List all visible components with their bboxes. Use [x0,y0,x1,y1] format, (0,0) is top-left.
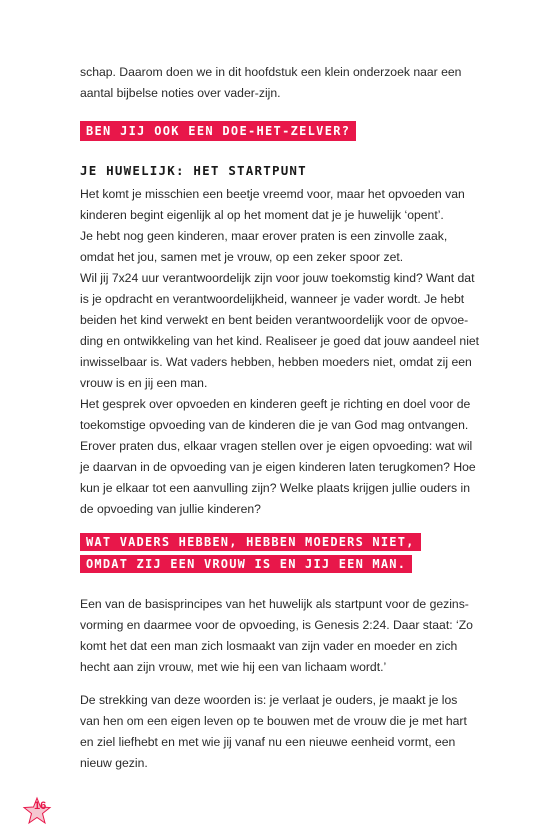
pull-quote-banner [80,531,428,575]
page-number: 16 [34,800,47,812]
intro-paragraph: schap. Daarom doen we in dit hoofdstuk een klein onderzoek naar een aantal bijbelse noties over vader-zijn. [80,65,462,100]
paragraph-3: Wil jij 7x24 uur verantwoordelijk zijn voor jouw toekomstig kind? Want dat is je opdracht en verantwoordelijkheid, wanneer je vader wordt. Je hebt beiden het kind verwekt en bent beiden verantwoordelijk voor de opvoe-ding en ontwikkeling van het kind. Realiseer je goed dat jouw aandeel niet inwisselbaar is. Wat vaders hebben, hebben moeders niet, omdat zij een vrouw is en jij een man. [80,271,480,390]
paragraph-1: Het komt je misschien een beetje vreemd voor, maar het opvoeden van kinderen begint eigenlijk al op het moment dat je je huwelijk ‘opent’. [80,187,465,222]
section-heading: JE HUWELIJK: HET STARTPUNT [80,163,307,178]
section-banner: BEN JIJ OOK EEN DOE-HET-ZELVER? [80,121,356,141]
paragraph-6: De strekking van deze woorden is: je verlaat je ouders, je maakt je los van hen om een eigen leven op te bouwen met de vrouw die je met hart en ziel liefhebt en met wie jij vanaf nu een nieuwe eenheid vormt, een nieuw gezin. [80,693,467,770]
paragraph-2: Je hebt nog geen kinderen, maar erover praten is een zinvolle zaak, omdat het jou, samen met je vrouw, op een zeker spoor zet. [80,229,448,264]
paragraph-4: Het gesprek over opvoeden en kinderen geeft je richting en doel voor de toekomstige opvoeding van de kinderen die je van God mag ontvangen. Erover praten dus, elkaar vragen stellen over je eigen opvoeding: wat wil je daarvan in de opvoeding van je eigen kinderen laten terugkomen? Hoe kun je elkaar tot een aanvulling zijn? Welke plaats krijgen jullie ouders in de opvoeding van jullie kinderen? [80,397,476,516]
paragraph-5: Een van de basisprincipes van het huwelijk als startpunt voor de gezins-vorming en daarmee voor de opvoeding, is Genesis 2:24. Daar staat: ‘Zo komt het dat een man zich losmaakt van zijn vader en moeder en zich hecht aan zijn vrouw, met wie hij een van lichaam wordt.’ [80,597,473,674]
pull-quote-text: WAT VADERS HEBBEN, HEBBEN MOEDERS NIET, OMDAT ZIJ EEN VROUW IS EN JIJ EEN MAN. [80,533,421,573]
